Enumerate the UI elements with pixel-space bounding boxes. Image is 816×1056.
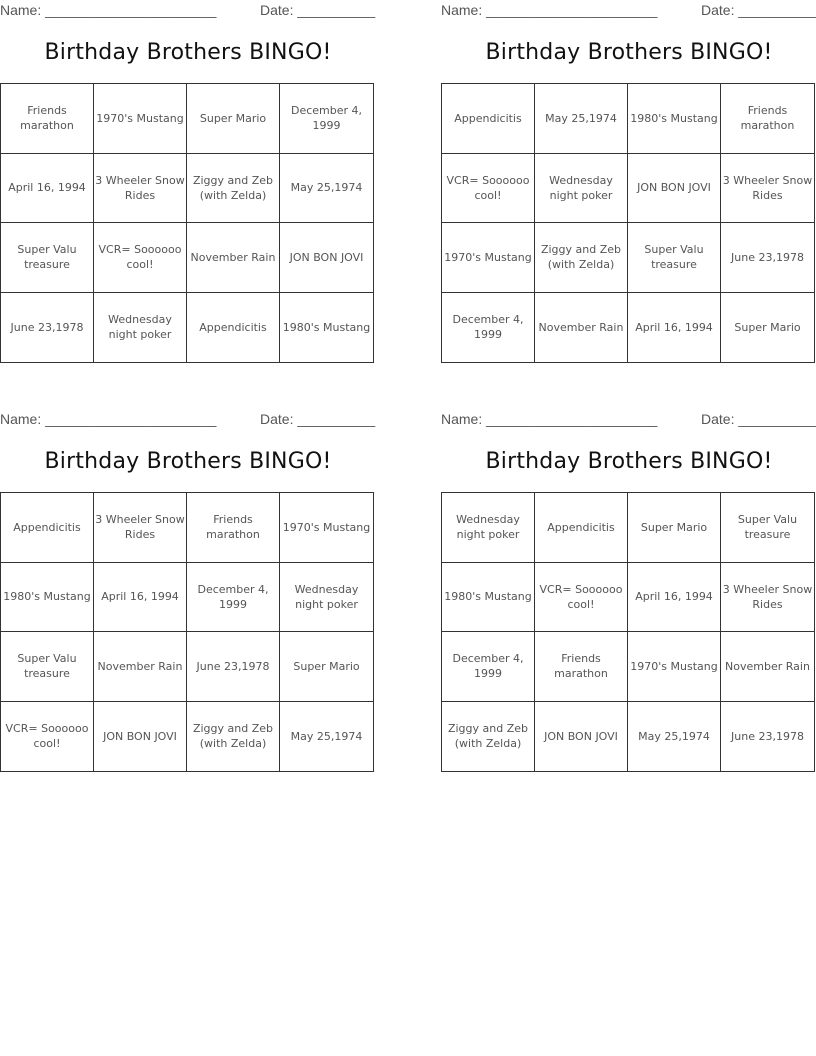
bingo-cell: May 25,1974 [535, 84, 628, 154]
bingo-cell: VCR= Soooooo cool! [535, 563, 628, 633]
name-field-label: Name: ______________________ [441, 2, 658, 18]
bingo-grid [441, 83, 815, 363]
bingo-cell: May 25,1974 [290, 729, 363, 743]
bingo-cell: December 4, 1999 [187, 563, 280, 633]
date-field-label: Date: __________ [260, 2, 376, 18]
bingo-cell: November Rain [187, 223, 280, 293]
card-title: Birthday Brothers BINGO! [485, 449, 773, 474]
bingo-cell: Wednesday night poker [535, 154, 628, 224]
bingo-cell: 3 Wheeler Snow Rides [721, 563, 814, 633]
bingo-cell: JON BON JOVI [628, 154, 721, 224]
bingo-cell: Wednesday night poker [94, 293, 187, 363]
bingo-cell: April 16, 1994 [628, 293, 721, 363]
name-field-label: Name: ______________________ [0, 411, 217, 427]
card-header-line [0, 2, 376, 20]
bingo-grid [441, 492, 815, 772]
date-field-label: Date: __________ [260, 411, 376, 427]
bingo-cell: 1970's Mustang [94, 84, 187, 154]
bingo-cell: 3 Wheeler Snow Rides [721, 154, 814, 224]
bingo-cell: June 23,1978 [1, 293, 94, 363]
bingo-cell: Super Valu treasure [1, 632, 94, 702]
bingo-cell: Super Mario [187, 84, 280, 154]
bingo-cell: 1970's Mustang [628, 632, 721, 702]
bingo-cell: November Rain [721, 632, 814, 702]
bingo-cell: December 4, 1999 [442, 293, 535, 363]
card-header-line [0, 411, 376, 429]
bingo-cell: 1980's Mustang [282, 320, 371, 334]
name-field-label: Name: ______________________ [441, 411, 658, 427]
bingo-cell: Super Mario [280, 632, 373, 702]
bingo-cell: April 16, 1994 [94, 563, 187, 633]
bingo-cell: November Rain [535, 293, 628, 363]
bingo-cell: 3 Wheeler Snow Rides [94, 493, 187, 563]
bingo-cell: Friends marathon [1, 84, 94, 154]
bingo-cell: Wednesday night poker [442, 493, 535, 563]
card-title: Birthday Brothers BINGO! [44, 449, 332, 474]
bingo-cell: Super Mario [628, 493, 721, 563]
bingo-cell: May 25,1974 [628, 702, 721, 772]
bingo-cell: JON BON JOVI [94, 702, 187, 772]
bingo-cell: VCR= Soooooo cool! [442, 154, 535, 224]
bingo-cell: June 23,1978 [721, 223, 814, 293]
bingo-cell: Appendicitis [1, 493, 94, 563]
bingo-cell: 3 Wheeler Snow Rides [94, 154, 187, 224]
bingo-cell: Super Valu treasure [721, 493, 814, 563]
card-header-line [441, 2, 816, 20]
bingo-cell: April 16, 1994 [1, 154, 94, 224]
bingo-grid [0, 492, 374, 772]
bingo-cell: November Rain [94, 632, 187, 702]
bingo-cell: Appendicitis [187, 293, 280, 363]
bingo-cell: Appendicitis [535, 493, 628, 563]
bingo-cell: Ziggy and Zeb (with Zelda) [187, 154, 280, 224]
bingo-cell: JON BON JOVI [535, 702, 628, 772]
bingo-cell: Ziggy and Zeb (with Zelda) [535, 223, 628, 293]
bingo-cell: June 23,1978 [187, 632, 280, 702]
card-title: Birthday Brothers BINGO! [485, 40, 773, 65]
date-field-label: Date: __________ [701, 411, 816, 427]
bingo-cell: December 4, 1999 [280, 84, 373, 154]
bingo-grid [0, 83, 374, 363]
bingo-cell: April 16, 1994 [628, 563, 721, 633]
bingo-cell: Super Valu treasure [628, 223, 721, 293]
bingo-cell: June 23,1978 [731, 729, 804, 743]
bingo-cell: Friends marathon [535, 632, 628, 702]
bingo-cell: 1980's Mustang [442, 563, 535, 633]
bingo-cell: VCR= Soooooo cool! [94, 223, 187, 293]
card-title: Birthday Brothers BINGO! [44, 40, 332, 65]
bingo-cell: Appendicitis [442, 84, 535, 154]
bingo-cell: Ziggy and Zeb (with Zelda) [442, 702, 535, 772]
bingo-cell: 1970's Mustang [280, 493, 373, 563]
bingo-cell: 1980's Mustang [1, 563, 94, 633]
bingo-cell: Friends marathon [187, 493, 280, 563]
date-field-label: Date: __________ [701, 2, 816, 18]
name-field-label: Name: ______________________ [0, 2, 217, 18]
bingo-cell: May 25,1974 [280, 154, 373, 224]
bingo-cell: JON BON JOVI [280, 223, 373, 293]
bingo-cell: December 4, 1999 [442, 632, 535, 702]
bingo-cell: Super Valu treasure [1, 223, 94, 293]
bingo-cell: 1980's Mustang [628, 84, 721, 154]
bingo-cell: 1970's Mustang [442, 223, 535, 293]
bingo-cell: Super Mario [734, 320, 801, 334]
bingo-cell: Ziggy and Zeb (with Zelda) [187, 702, 280, 772]
card-header-line [441, 411, 816, 429]
bingo-cell: Friends marathon [721, 84, 814, 154]
bingo-cell: VCR= Soooooo cool! [1, 702, 94, 772]
bingo-cell: Wednesday night poker [280, 563, 373, 633]
